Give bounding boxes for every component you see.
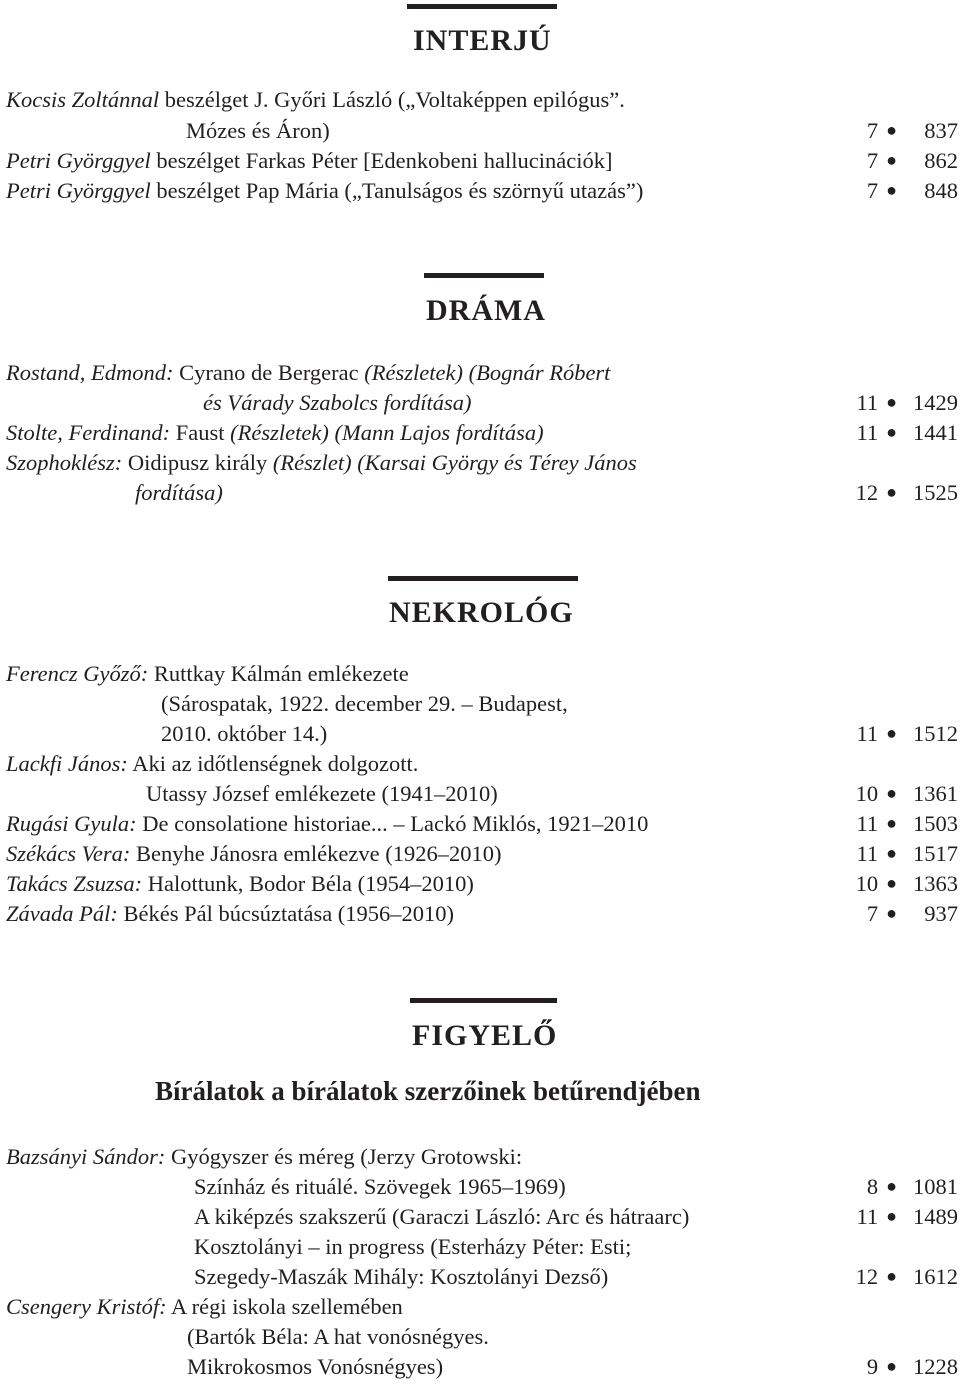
section-heading-drama: DRÁMA [426,294,546,327]
page-number: 848 [924,178,958,203]
entry-note: (Részletek) (Mann Lajos fordítása) [224,420,544,445]
entry-title: Gyógyszer és méreg (Jerzy Grotowski: [165,1144,523,1169]
bullet-icon: ● [886,150,897,170]
toc-entry-line [6,753,418,776]
issue-page-ref [856,392,958,415]
toc-entry-line: (Bartók Béla: A hat vonósnégyes. [187,1324,489,1349]
bullet-icon: ● [886,1266,897,1286]
page-number: 937 [924,901,958,926]
entry-note: fordítása) [135,480,223,505]
entry-title: Aki az időtlenségnek dolgozott. [127,751,419,776]
issue-number: 10 [855,781,879,806]
page-number: 1503 [913,811,958,836]
toc-entry-line [6,843,501,866]
toc-entry-line: A kiképzés szakszerű (Garaczi László: Arc és hátraarc) [194,1204,690,1229]
page-number: 1489 [913,1204,958,1229]
toc-entry-line [6,873,474,896]
issue-number: 7 [866,901,879,926]
toc-entry-line: Mózes és Áron) [186,118,330,143]
entry-title: beszélget J. Győri László („Voltaképpen epilógus”. [159,87,625,112]
toc-entry-line: 2010. október 14.) [161,721,328,746]
issue-page-ref [856,873,958,896]
toc-entry-line [6,813,648,836]
toc-entry-line: Kosztolányi – in progress (Esterházy Péter: Esti; [194,1234,632,1259]
toc-entry-line [6,150,612,173]
issue-page-ref [867,120,958,143]
entry-title: Faust [170,420,225,445]
toc-entry-line [6,422,544,445]
toc-entry-line [6,452,637,475]
bullet-icon: ● [886,723,897,743]
entry-note: (Részletek) (Bognár Róbert [358,360,611,385]
bullet-icon: ● [886,843,897,863]
entry-title: beszélget Farkas Péter [Edenkobeni hallucinációk] [150,148,613,173]
bullet-icon: ● [886,903,897,923]
issue-number: 7 [866,118,879,143]
entry-author: Csengery Kristóf: [6,1294,167,1319]
toc-entry-line [6,663,409,686]
entry-author: Rugási Gyula: [6,811,137,836]
page-number: 862 [924,148,958,173]
issue-page-ref [856,783,958,806]
issue-number: 11 [856,841,879,866]
issue-number: 12 [855,1264,879,1289]
toc-entry-line: Mikrokosmos Vonósnégyes) [187,1354,444,1379]
bullet-icon: ● [886,813,897,833]
entry-title: Cyrano de Bergerac [173,360,359,385]
issue-number: 8 [866,1174,879,1199]
section-rule [424,273,544,278]
toc-entry-line [6,180,643,203]
entry-author: Závada Pál: [6,901,118,926]
entry-title: Halottunk, Bodor Béla (1954–2010) [142,871,474,896]
entry-title: Ruttkay Kálmán emlékezete [148,661,409,686]
page-number: 1228 [913,1354,958,1379]
page-number: 1429 [913,390,958,415]
issue-number: 7 [866,178,879,203]
issue-number: 11 [856,1204,879,1229]
issue-page-ref [856,813,958,836]
entry-note: (Részlet) (Karsai György és Térey János [267,450,637,475]
issue-page-ref [856,1206,958,1229]
page-number: 1441 [913,420,958,445]
entry-note: és Várady Szabolcs fordítása) [203,390,472,415]
page-number: 1612 [913,1264,958,1289]
entry-author: Rostand, Edmond: [6,360,174,385]
section-rule [410,998,557,1003]
entry-title: Benyhe Jánosra emlékezve (1926–2010) [130,841,502,866]
issue-number: 11 [856,390,879,415]
entry-author: Petri Györggyel [6,178,151,203]
page-number: 1361 [913,781,958,806]
page-number: 837 [924,118,958,143]
issue-number: 11 [856,811,879,836]
bullet-icon: ● [886,392,897,412]
issue-page-ref [867,1356,958,1379]
issue-page-ref [856,1266,958,1289]
entry-title: De consolatione historiae... – Lackó Miklós, 1921–2010 [136,811,649,836]
toc-entry-line [6,362,610,385]
bullet-icon: ● [886,120,897,140]
issue-page-ref [856,843,958,866]
entry-title: beszélget Pap Mária („Tanulságos és szörnyű utazás”) [150,178,644,203]
toc-entry-line [6,903,454,926]
toc-entry-line: (Sárospatak, 1922. december 29. – Budapest, [161,691,568,716]
entry-author: Lackfi János: [6,751,128,776]
bullet-icon: ● [886,1206,897,1226]
section-subheading: Bírálatok a bírálatok szerzőinek betűrendjében [155,1076,701,1106]
bullet-icon: ● [886,482,897,502]
entry-author: Petri Györggyel [6,148,151,173]
issue-number: 7 [866,148,879,173]
page-number: 1517 [913,841,958,866]
page-number: 1525 [913,480,958,505]
page-number: 1512 [913,721,958,746]
page-number: 1363 [913,871,958,896]
entry-author: Takács Zsuzsa: [6,871,143,896]
issue-page-ref [856,422,958,445]
issue-number: 11 [856,721,879,746]
bullet-icon: ● [886,422,897,442]
entry-title: Békés Pál búcsúztatása (1956–2010) [117,901,455,926]
page-number: 1081 [913,1174,958,1199]
entry-author: Kocsis Zoltánnal [6,87,160,112]
section-heading-interju: INTERJÚ [413,24,552,57]
toc-entry-line [6,1296,403,1319]
issue-number: 12 [855,480,879,505]
issue-number: 10 [855,871,879,896]
entry-author: Székács Vera: [6,841,131,866]
section-heading-figyelo: FIGYELŐ [412,1019,558,1052]
toc-entry-line: Utassy József emlékezete (1941–2010) [146,781,498,806]
toc-entry-line [6,89,625,112]
entry-title: A régi iskola szellemében [166,1294,403,1319]
issue-page-ref [867,150,958,173]
entry-author: Szophoklész: [6,450,123,475]
issue-page-ref [867,903,958,926]
section-rule [388,576,578,581]
issue-page-ref [856,723,958,746]
bullet-icon: ● [886,1176,897,1196]
bullet-icon: ● [886,1356,897,1376]
toc-entry-line: Szegedy-Maszák Mihály: Kosztolányi Dezső) [194,1264,609,1289]
section-rule [407,4,557,9]
issue-number: 9 [866,1354,879,1379]
issue-page-ref [867,180,958,203]
toc-entry-line [135,482,223,505]
entry-author: Bazsányi Sándor: [6,1144,166,1169]
bullet-icon: ● [886,783,897,803]
entry-author: Stolte, Ferdinand: [6,420,171,445]
issue-page-ref [856,482,958,505]
bullet-icon: ● [886,180,897,200]
entry-title: Oidipusz király [122,450,268,475]
entry-author: Ferencz Győző: [6,661,149,686]
section-heading-nekrolog: NEKROLÓG [389,596,574,629]
issue-page-ref [867,1176,958,1199]
issue-number: 11 [856,420,879,445]
toc-entry-line [6,1146,522,1169]
bullet-icon: ● [886,873,897,893]
toc-entry-line: Színház és rituálé. Szövegek 1965–1969) [194,1174,566,1199]
toc-entry-line [203,392,472,415]
